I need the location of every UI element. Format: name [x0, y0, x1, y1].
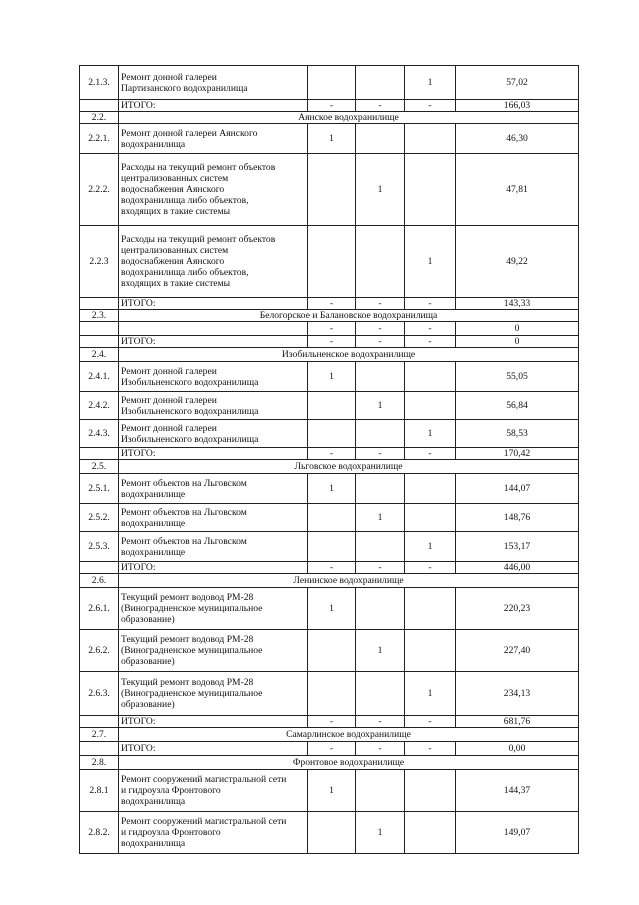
- description-line: Ремонт донной галереи: [121, 365, 217, 377]
- mark-col-1: -: [308, 448, 356, 460]
- row-amount: 170,42: [456, 448, 579, 460]
- subtotal-row: [80, 298, 579, 310]
- table-row: [80, 770, 579, 812]
- table-row: [80, 630, 579, 672]
- description-line: входящих в такие системы: [121, 278, 231, 289]
- description-line: Ремонт объектов на Льговском: [121, 506, 247, 518]
- description-line: Текущий ремонт водовод РМ-28: [121, 592, 254, 603]
- mark-col-2: [356, 226, 405, 298]
- description-line: Расходы на текущий ремонт объектов: [121, 234, 276, 245]
- mark-col-1: -: [308, 716, 356, 728]
- section-title: Льговское водохранилище: [119, 460, 579, 474]
- mark-col-3: [405, 504, 456, 532]
- mark-col-3: [405, 474, 456, 504]
- mark-col-2: 1: [356, 630, 405, 672]
- section-number: 2.7.: [80, 728, 119, 742]
- mark-col-2: [356, 532, 405, 562]
- section-title: Ленинское водохранилище: [119, 574, 579, 588]
- description-line: входящих в такие системы: [121, 206, 231, 217]
- row-description: ИТОГО:: [119, 562, 308, 574]
- section-number: 2.8.: [80, 756, 119, 770]
- mark-col-2: 1: [356, 154, 405, 226]
- table-row: [80, 226, 579, 298]
- mark-col-3: [405, 812, 456, 854]
- row-number: [80, 298, 119, 310]
- mark-col-1: -: [308, 322, 356, 336]
- mark-col-1: 1: [308, 588, 356, 630]
- mark-col-3: -: [405, 562, 456, 574]
- description-line: (Виноградненское муниципальное: [121, 688, 263, 699]
- mark-col-1: [308, 812, 356, 854]
- table-row: [80, 154, 579, 226]
- description-line: водоснабжения Аянского: [121, 184, 225, 195]
- row-amount: 144,37: [456, 770, 579, 812]
- row-description: [119, 66, 308, 100]
- row-amount: 0,00: [456, 742, 579, 756]
- row-amount: 149,07: [456, 812, 579, 854]
- mark-col-2: -: [356, 742, 405, 756]
- mark-col-1: 1: [308, 474, 356, 504]
- row-description: ИТОГО:: [119, 742, 308, 756]
- description-line: водохранилища: [121, 138, 186, 150]
- mark-col-2: [356, 362, 405, 392]
- mark-col-3: -: [405, 322, 456, 336]
- section-header-row: [80, 310, 579, 322]
- mark-col-2: [356, 474, 405, 504]
- row-description: [119, 672, 308, 716]
- mark-col-2: [356, 420, 405, 448]
- row-amount: 49,22: [456, 226, 579, 298]
- row-description: ИТОГО:: [119, 298, 308, 310]
- description-line: водохранилище: [121, 488, 186, 500]
- mark-col-3: 1: [405, 66, 456, 100]
- description-line: Изобильненского водохранилища: [121, 433, 259, 445]
- section-title: Аянское водохранилище: [119, 112, 579, 124]
- description-line: образование): [121, 656, 175, 667]
- row-description: [119, 504, 308, 532]
- mark-col-1: 1: [308, 770, 356, 812]
- row-amount: 46,30: [456, 124, 579, 154]
- description-line: Ремонт сооружений магистральной сети: [121, 816, 287, 827]
- mark-col-3: [405, 124, 456, 154]
- mark-col-1: 1: [308, 362, 356, 392]
- row-description: ИТОГО:: [119, 336, 308, 348]
- subtotal-row: [80, 322, 579, 336]
- section-number: 2.3.: [80, 310, 119, 322]
- description-line: образование): [121, 699, 175, 710]
- mark-col-1: -: [308, 742, 356, 756]
- row-number: 2.2.1.: [80, 124, 119, 154]
- mark-col-3: 1: [405, 420, 456, 448]
- row-amount: 153,17: [456, 532, 579, 562]
- row-description: [119, 362, 308, 392]
- subtotal-row: [80, 448, 579, 460]
- row-description: [119, 812, 308, 854]
- subtotal-row: [80, 336, 579, 348]
- mark-col-2: 1: [356, 504, 405, 532]
- description-line: Ремонт объектов на Льговском: [121, 477, 247, 489]
- row-amount: 220,23: [456, 588, 579, 630]
- row-description: ИТОГО:: [119, 716, 308, 728]
- mark-col-2: -: [356, 322, 405, 336]
- row-number: 2.2.3: [80, 226, 119, 298]
- mark-col-1: -: [308, 298, 356, 310]
- table-row: [80, 362, 579, 392]
- table-row: [80, 588, 579, 630]
- row-amount: 0: [456, 336, 579, 348]
- mark-col-2: -: [356, 448, 405, 460]
- mark-col-2: [356, 770, 405, 812]
- row-description: [119, 124, 308, 154]
- row-number: 2.4.1.: [80, 362, 119, 392]
- row-amount: 446,00: [456, 562, 579, 574]
- row-amount: 58,53: [456, 420, 579, 448]
- subtotal-row: [80, 100, 579, 112]
- description-line: Партизанского водохранилища: [121, 82, 248, 94]
- mark-col-3: -: [405, 298, 456, 310]
- mark-col-3: -: [405, 742, 456, 756]
- mark-col-1: [308, 420, 356, 448]
- row-number: 2.2.2.: [80, 154, 119, 226]
- mark-col-1: [308, 154, 356, 226]
- mark-col-3: [405, 588, 456, 630]
- works-table: [79, 65, 579, 854]
- table-row: [80, 392, 579, 420]
- mark-col-3: -: [405, 100, 456, 112]
- description-line: Текущий ремонт водовод РМ-28: [121, 634, 254, 645]
- works-table-body: [80, 66, 579, 854]
- row-number: 2.5.2.: [80, 504, 119, 532]
- row-amount: 0: [456, 322, 579, 336]
- section-header-row: [80, 574, 579, 588]
- row-description: [119, 630, 308, 672]
- description-line: и гидроузла Фронтового: [121, 785, 221, 796]
- mark-col-2: 1: [356, 392, 405, 420]
- mark-col-1: [308, 532, 356, 562]
- mark-col-3: 1: [405, 532, 456, 562]
- description-line: Изобильненского водохранилища: [121, 405, 259, 417]
- mark-col-3: -: [405, 448, 456, 460]
- mark-col-1: [308, 226, 356, 298]
- table-row: [80, 66, 579, 100]
- subtotal-row: [80, 716, 579, 728]
- row-amount: 47,81: [456, 154, 579, 226]
- description-line: водохранилища либо объектов,: [121, 267, 249, 278]
- description-line: Расходы на текущий ремонт объектов: [121, 162, 276, 173]
- row-number: [80, 742, 119, 756]
- description-line: водохранилища: [121, 838, 186, 849]
- mark-col-1: [308, 392, 356, 420]
- mark-col-1: -: [308, 100, 356, 112]
- mark-col-2: [356, 672, 405, 716]
- row-number: 2.6.3.: [80, 672, 119, 716]
- row-number: [80, 716, 119, 728]
- mark-col-3: [405, 630, 456, 672]
- description-line: Ремонт донной галереи: [121, 394, 217, 406]
- subtotal-row: [80, 562, 579, 574]
- row-number: [80, 100, 119, 112]
- row-description: [119, 154, 308, 226]
- mark-col-2: -: [356, 562, 405, 574]
- description-line: Ремонт донной галереи: [121, 422, 217, 434]
- mark-col-3: -: [405, 336, 456, 348]
- row-amount: 166,03: [456, 100, 579, 112]
- mark-col-3: [405, 362, 456, 392]
- row-description: [119, 226, 308, 298]
- section-number: 2.5.: [80, 460, 119, 474]
- row-description: ИТОГО:: [119, 448, 308, 460]
- table-row: [80, 532, 579, 562]
- mark-col-1: -: [308, 336, 356, 348]
- description-line: водохранилище: [121, 546, 186, 558]
- description-line: Ремонт донной галереи Аянского: [121, 127, 258, 139]
- row-description: [119, 588, 308, 630]
- row-number: 2.5.3.: [80, 532, 119, 562]
- mark-col-2: -: [356, 336, 405, 348]
- section-header-row: [80, 756, 579, 770]
- row-description: [119, 392, 308, 420]
- section-header-row: [80, 348, 579, 362]
- row-number: 2.8.2.: [80, 812, 119, 854]
- description-line: водохранилища либо объектов,: [121, 195, 249, 206]
- table-row: [80, 124, 579, 154]
- row-number: 2.6.1.: [80, 588, 119, 630]
- mark-col-1: 1: [308, 124, 356, 154]
- row-number: 2.4.3.: [80, 420, 119, 448]
- mark-col-3: [405, 770, 456, 812]
- section-title: Белогорское и Балановское водохранилища: [119, 310, 579, 322]
- mark-col-2: [356, 66, 405, 100]
- section-title: Фронтовое водохранилище: [119, 756, 579, 770]
- row-number: [80, 336, 119, 348]
- section-header-row: [80, 728, 579, 742]
- row-number: [80, 322, 119, 336]
- row-number: [80, 562, 119, 574]
- mark-col-2: -: [356, 298, 405, 310]
- row-description: [119, 420, 308, 448]
- row-amount: 227,40: [456, 630, 579, 672]
- description-line: Ремонт объектов на Льговском: [121, 535, 247, 547]
- mark-col-1: [308, 504, 356, 532]
- table-row: [80, 474, 579, 504]
- row-amount: 144,07: [456, 474, 579, 504]
- mark-col-3: 1: [405, 672, 456, 716]
- description-line: Ремонт донной галереи: [121, 71, 217, 83]
- table-row: [80, 504, 579, 532]
- row-description: [119, 474, 308, 504]
- description-line: Текущий ремонт водовод РМ-28: [121, 677, 254, 688]
- section-number: 2.6.: [80, 574, 119, 588]
- row-description: ИТОГО:: [119, 100, 308, 112]
- table-row: [80, 812, 579, 854]
- row-number: 2.5.1.: [80, 474, 119, 504]
- table-row: [80, 672, 579, 716]
- description-line: образование): [121, 614, 175, 625]
- row-number: 2.6.2.: [80, 630, 119, 672]
- mark-col-3: 1: [405, 226, 456, 298]
- row-description: [119, 770, 308, 812]
- row-amount: 57,02: [456, 66, 579, 100]
- description-line: (Виноградненское муниципальное: [121, 603, 263, 614]
- row-number: 2.8.1: [80, 770, 119, 812]
- row-amount: 143,33: [456, 298, 579, 310]
- mark-col-2: -: [356, 100, 405, 112]
- section-header-row: [80, 112, 579, 124]
- description-line: водоснабжения Аянского: [121, 256, 225, 267]
- mark-col-2: -: [356, 716, 405, 728]
- description-line: Изобильненского водохранилища: [121, 376, 259, 388]
- mark-col-1: [308, 672, 356, 716]
- description-line: Ремонт сооружений магистральной сети: [121, 774, 287, 785]
- section-title: Изобильненское водохранилище: [119, 348, 579, 362]
- mark-col-3: [405, 392, 456, 420]
- row-amount: 681,76: [456, 716, 579, 728]
- mark-col-3: -: [405, 716, 456, 728]
- section-title: Самарлинское водохранилище: [119, 728, 579, 742]
- section-number: 2.2.: [80, 112, 119, 124]
- description-line: централизованных систем: [121, 173, 229, 184]
- row-amount: 56,84: [456, 392, 579, 420]
- row-number: [80, 448, 119, 460]
- description-line: водохранилище: [121, 517, 186, 529]
- description-line: (Виноградненское муниципальное: [121, 645, 263, 656]
- mark-col-2: 1: [356, 812, 405, 854]
- mark-col-2: [356, 124, 405, 154]
- row-amount: 234,13: [456, 672, 579, 716]
- mark-col-1: [308, 630, 356, 672]
- row-number: 2.1.3.: [80, 66, 119, 100]
- mark-col-1: -: [308, 562, 356, 574]
- section-number: 2.4.: [80, 348, 119, 362]
- table-row: [80, 420, 579, 448]
- mark-col-2: [356, 588, 405, 630]
- description-line: и гидроузла Фронтового: [121, 827, 221, 838]
- mark-col-1: [308, 66, 356, 100]
- row-amount: 148,76: [456, 504, 579, 532]
- description-line: водохранилища: [121, 796, 186, 807]
- description-line: централизованных систем: [121, 245, 229, 256]
- subtotal-row: [80, 742, 579, 756]
- row-number: 2.4.2.: [80, 392, 119, 420]
- row-amount: 55,05: [456, 362, 579, 392]
- row-description: [119, 532, 308, 562]
- mark-col-3: [405, 154, 456, 226]
- row-description: [119, 322, 308, 336]
- section-header-row: [80, 460, 579, 474]
